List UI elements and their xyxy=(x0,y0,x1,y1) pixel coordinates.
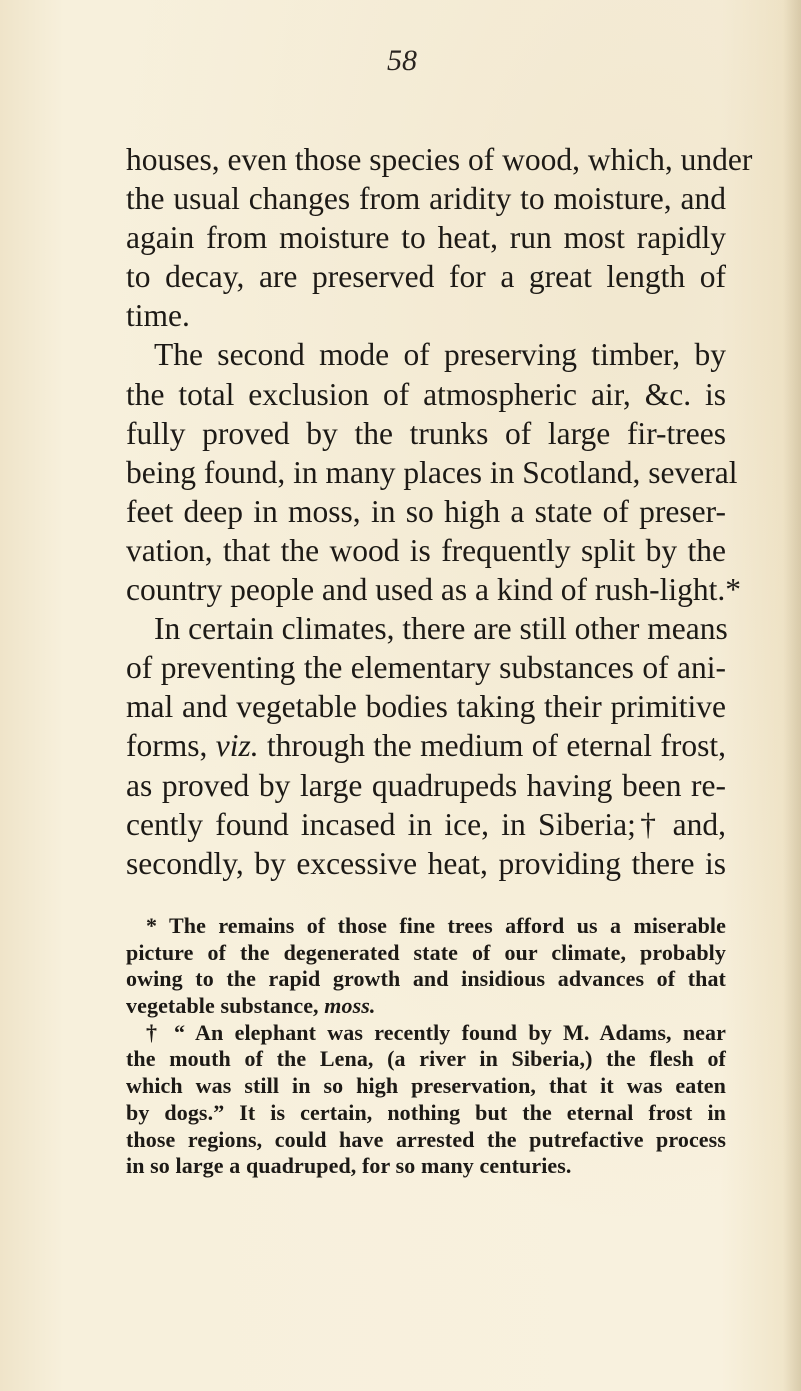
body-line: forms, viz. through the medium of eternal frost, xyxy=(126,728,726,764)
footnote-line: owing to the rapid growth and insidious advances of that xyxy=(126,966,726,992)
body-line: houses, even those species of wood, which, under xyxy=(126,142,753,177)
footnote-line: which was still in so high preservation, that it was eaten xyxy=(126,1073,726,1099)
body-line: feet deep in moss, in so high a state of preser- xyxy=(126,493,726,529)
body-line: The second mode of preserving timber, by xyxy=(154,337,726,373)
body-line: vation, that the wood is frequently split by the xyxy=(126,532,726,568)
body-line: of preventing the elementary substances of ani- xyxy=(126,650,726,686)
body-line: being found, in many places in Scotland, several xyxy=(126,454,738,490)
footnote-line: picture of the degenerated state of our climate, probably xyxy=(126,939,726,965)
footnote-line: in so large a quadruped, for so many centuries. xyxy=(126,1153,572,1179)
footnotes xyxy=(126,913,726,1180)
body-line: secondly, by excessive heat, providing there is xyxy=(126,845,726,881)
page-number: 58 xyxy=(387,44,417,77)
body-line: country people and used as a kind of rush-light.* xyxy=(126,572,741,608)
body-line: time. xyxy=(126,298,190,334)
main-text xyxy=(126,140,753,883)
body-line: mal and vegetable bodies taking their primitive xyxy=(126,689,726,725)
body-line: cently found incased in ice, in Siberia;† and, xyxy=(126,806,726,842)
page-edge-shadow xyxy=(783,0,801,1391)
footnote-line: those regions, could have arrested the putrefactive process xyxy=(126,1126,726,1152)
body-line: to decay, are preserved for a great length of xyxy=(126,259,726,295)
footnote-line: the mouth of the Lena, (a river in Siberia,) the flesh of xyxy=(126,1046,726,1072)
body-line: the total exclusion of atmospheric air, &c. is xyxy=(126,376,726,412)
italic-word: viz. xyxy=(215,728,259,764)
body-line: as proved by large quadrupeds having been re- xyxy=(126,767,726,803)
body-line: In certain climates, there are still other means xyxy=(154,611,728,647)
footnote-line: † “ An elephant was recently found by M. Adams, near xyxy=(146,1019,726,1045)
body-line: again from moisture to heat, run most rapidly xyxy=(126,220,726,256)
footnote-line: * The remains of those fine trees afford us a miserable xyxy=(146,913,726,938)
body-line: fully proved by the trunks of large fir-trees xyxy=(126,415,726,451)
body-line: the usual changes from aridity to moisture, and xyxy=(126,181,726,217)
footnote-line: by dogs.” It is certain, nothing but the eternal frost in xyxy=(126,1099,726,1125)
italic-word: moss. xyxy=(324,993,376,1019)
footnote-line: vegetable substance, moss. xyxy=(126,993,376,1019)
